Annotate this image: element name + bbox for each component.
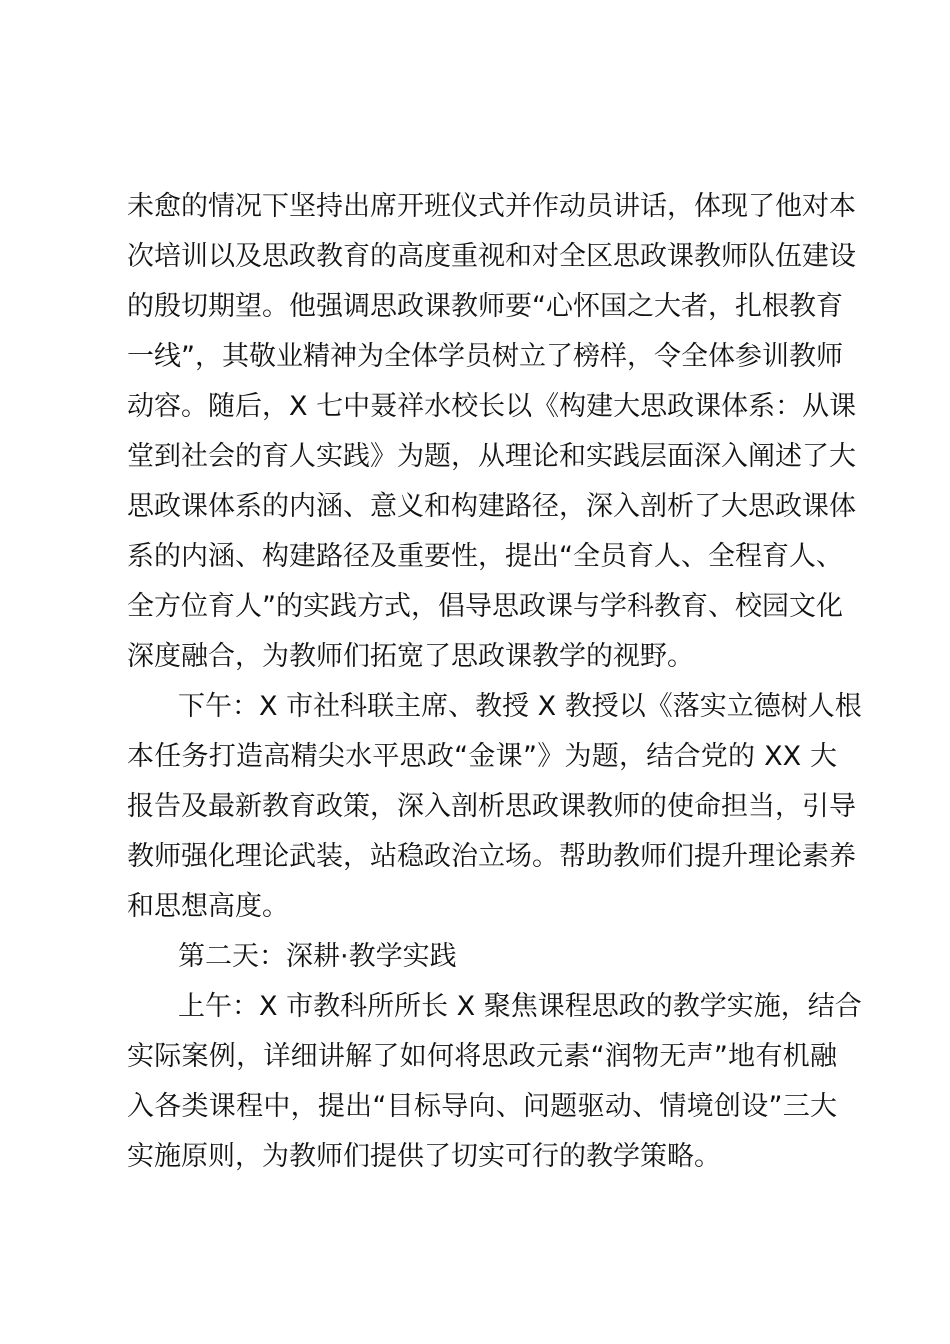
- text-line: 动容。随后，X 七中聂祥水校长以《构建大思政课体系：从课: [127, 391, 857, 422]
- paragraph-last-line: 深度融合，为教师们拓宽了思政课教学的视野。: [127, 641, 694, 672]
- paragraph-last-line: 和思想高度。: [127, 891, 289, 922]
- text-line: 思政课体系的内涵、意义和构建路径，深入剖析了大思政课体: [127, 491, 856, 522]
- text-line: 全方位育人”的实践方式，倡导思政课与学科教育、校园文化: [127, 591, 843, 622]
- paragraph-first-line: 下午：X 市社科联主席、教授 X 教授以《落实立德树人根: [178, 691, 862, 722]
- text-line: 次培训以及思政教育的高度重视和对全区思政课教师队伍建设: [127, 241, 856, 272]
- text-line: 一线”，其敬业精神为全体学员树立了榜样，令全体参训教师: [127, 341, 843, 372]
- text-line: 未愈的情况下坚持出席开班仪式并作动员讲话，体现了他对本: [127, 191, 856, 222]
- text-line: 实际案例，详细讲解了如何将思政元素“润物无声”地有机融: [127, 1041, 837, 1072]
- paragraph-first-line: 上午：X 市教科所所长 X 聚焦课程思政的教学实施，结合: [178, 991, 862, 1022]
- section-heading: 第二天：深耕·教学实践: [178, 941, 457, 972]
- text-line: 入各类课程中，提出“目标导向、问题驱动、情境创设”三大: [127, 1091, 837, 1122]
- text-line: 报告及最新教育政策，深入剖析思政课教师的使命担当，引导: [127, 791, 856, 822]
- text-line: 本任务打造高精尖水平思政“金课”》为题，结合党的 XX 大: [127, 741, 837, 772]
- paragraph-last-line: 实施原则，为教师们提供了切实可行的教学策略。: [127, 1141, 721, 1172]
- text-line: 教师强化理论武装，站稳政治立场。帮助教师们提升理论素养: [127, 841, 856, 872]
- text-line: 的殷切期望。他强调思政课教师要“心怀国之大者，扎根教育: [127, 291, 843, 322]
- text-line: 系的内涵、构建路径及重要性，提出“全员育人、全程育人、: [127, 541, 843, 572]
- text-line: 堂到社会的育人实践》为题，从理论和实践层面深入阐述了大: [127, 441, 856, 472]
